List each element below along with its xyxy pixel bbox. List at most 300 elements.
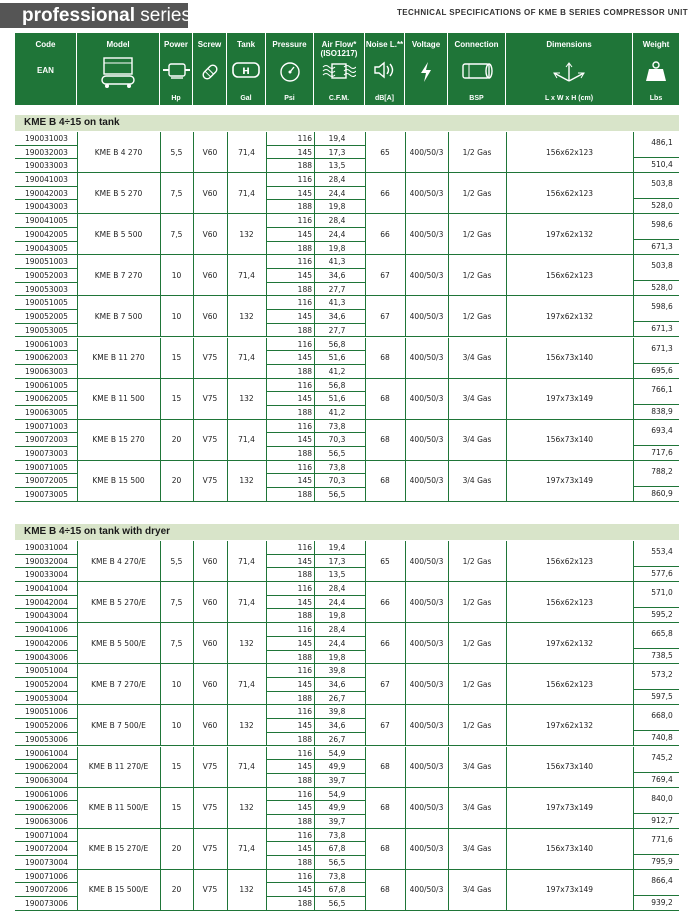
pressure-value: 145 xyxy=(297,394,312,404)
noise-value: 65 xyxy=(380,147,390,157)
tank-value: 132 xyxy=(239,476,254,486)
column-divider xyxy=(160,420,161,461)
ean-code: 190051006 xyxy=(25,707,68,717)
column-divider xyxy=(160,705,161,746)
weight-value: 695,6 xyxy=(651,365,673,375)
airflow-value: 56,8 xyxy=(328,380,346,390)
column-divider xyxy=(448,541,449,582)
weight-divider xyxy=(634,280,679,281)
connection-value: 3/4 Gas xyxy=(462,435,492,445)
weight-value: 866,4 xyxy=(651,875,673,885)
connection-value: 1/2 Gas xyxy=(462,597,492,607)
column-divider xyxy=(448,379,449,420)
pressure-value: 116 xyxy=(297,584,312,594)
weight-value: 738,5 xyxy=(651,651,673,661)
voltage-value: 400/50/3 xyxy=(409,311,444,321)
column-divider xyxy=(448,420,449,461)
weight-value: 912,7 xyxy=(651,815,673,825)
ean-code: 190042006 xyxy=(25,638,68,648)
column-divider xyxy=(506,214,507,255)
column-divider xyxy=(506,173,507,214)
column-divider xyxy=(405,623,406,664)
pressure-value: 116 xyxy=(297,380,312,390)
pressure-value: 145 xyxy=(297,229,312,239)
ean-code: 190043005 xyxy=(25,243,68,253)
header-label: Weight xyxy=(642,40,670,49)
pressure-icon xyxy=(279,61,301,85)
model-group xyxy=(15,829,679,870)
column-divider xyxy=(633,173,634,214)
screw-value: V60 xyxy=(202,147,218,157)
column-divider xyxy=(314,541,315,582)
weight-value: 553,4 xyxy=(651,547,673,556)
column-divider xyxy=(77,132,78,173)
airflow-value: 56,5 xyxy=(328,449,346,459)
header-label: Screw xyxy=(197,40,222,49)
header-code xyxy=(15,33,77,105)
weight-divider xyxy=(634,566,679,567)
ean-code: 190073006 xyxy=(25,899,68,909)
model-group xyxy=(15,870,679,911)
airflow-value: 56,5 xyxy=(328,899,346,909)
column-divider xyxy=(77,461,78,502)
column-divider xyxy=(227,296,228,337)
connection-value: 1/2 Gas xyxy=(462,556,492,566)
airflow-value: 39,7 xyxy=(328,816,346,826)
connection-value: 3/4 Gas xyxy=(462,885,492,895)
column-divider xyxy=(506,420,507,461)
connection-value: 3/4 Gas xyxy=(462,844,492,854)
weight-value: 503,8 xyxy=(651,179,673,189)
power-value: 15 xyxy=(171,353,182,363)
column-divider xyxy=(160,829,161,870)
ean-code: 190053004 xyxy=(25,693,68,703)
ean-code: 190043004 xyxy=(25,611,68,621)
airflow-value: 34,6 xyxy=(328,312,346,322)
tank-value: 132 xyxy=(239,311,254,321)
model-name: KME B 4 270 xyxy=(94,147,143,157)
weight-divider xyxy=(634,404,679,405)
tank-value: 132 xyxy=(239,394,254,404)
header-unit: Lbs xyxy=(649,95,663,102)
model-icon xyxy=(98,55,138,91)
header-label: Connection xyxy=(454,40,499,49)
column-divider xyxy=(77,829,78,870)
pressure-value: 145 xyxy=(297,597,312,607)
pressure-value: 116 xyxy=(297,625,312,635)
pressure-value: 188 xyxy=(297,325,312,335)
pressure-value: 188 xyxy=(297,366,312,376)
model-group xyxy=(15,214,679,255)
column-divider xyxy=(633,379,634,420)
ean-code: 190052004 xyxy=(25,679,68,689)
pressure-value: 188 xyxy=(297,899,312,909)
power-value: 5,5 xyxy=(170,147,183,157)
model-name: KME B 15 270 xyxy=(92,435,145,445)
noise-value: 68 xyxy=(380,476,390,486)
column-divider xyxy=(405,461,406,502)
pressure-value: 116 xyxy=(297,748,312,758)
column-divider xyxy=(160,255,161,296)
noise-value: 67 xyxy=(380,720,390,730)
ean-code: 190053003 xyxy=(25,284,68,294)
column-divider xyxy=(448,747,449,788)
ean-code: 190041005 xyxy=(25,216,68,226)
airflow-value: 41,2 xyxy=(328,407,346,417)
column-divider xyxy=(266,173,267,214)
tank-value: 71,4 xyxy=(238,556,255,566)
airflow-value: 54,9 xyxy=(328,748,346,758)
model-group xyxy=(15,132,679,173)
pressure-value: 116 xyxy=(297,421,312,431)
column-divider xyxy=(633,705,634,746)
column-divider xyxy=(77,870,78,911)
column-divider xyxy=(193,338,194,379)
voltage-value: 400/50/3 xyxy=(409,720,444,730)
tank-value: 71,4 xyxy=(238,679,255,689)
header-unit: Psi xyxy=(284,95,295,102)
screw-value: V75 xyxy=(202,803,218,813)
column-divider xyxy=(266,296,267,337)
column-divider xyxy=(314,705,315,746)
column-divider xyxy=(160,747,161,788)
pressure-value: 188 xyxy=(297,570,312,580)
pressure-value: 145 xyxy=(297,556,312,566)
column-divider xyxy=(193,132,194,173)
weight-value: 597,5 xyxy=(651,692,673,702)
column-divider xyxy=(448,870,449,911)
pressure-value: 116 xyxy=(297,871,312,881)
column-divider xyxy=(405,705,406,746)
header-unit: Gal xyxy=(240,95,252,102)
dimensions-value: 156x62x123 xyxy=(545,147,594,157)
weight-value: 740,8 xyxy=(651,733,673,743)
header-label: Model xyxy=(106,40,130,49)
tank-icon xyxy=(231,61,261,81)
pressure-value: 116 xyxy=(297,298,312,308)
column-divider xyxy=(77,173,78,214)
ean-code: 190072005 xyxy=(25,476,68,486)
airflow-value: 24,4 xyxy=(328,188,346,198)
weight-divider xyxy=(634,607,679,608)
tank-value: 71,4 xyxy=(238,147,255,157)
column-divider xyxy=(365,623,366,664)
column-divider xyxy=(448,788,449,829)
column-divider xyxy=(227,461,228,502)
ean-code: 190052003 xyxy=(25,270,68,280)
column-divider xyxy=(266,379,267,420)
column-divider xyxy=(160,664,161,705)
header-unit: Hp xyxy=(171,95,181,102)
pressure-value: 145 xyxy=(297,844,312,854)
pressure-value: 145 xyxy=(297,312,312,322)
weight-value: 671,3 xyxy=(651,242,673,252)
column-divider xyxy=(266,214,267,255)
column-divider xyxy=(160,379,161,420)
column-divider xyxy=(448,664,449,705)
column-divider xyxy=(193,829,194,870)
header-pressure xyxy=(266,33,314,105)
header-label: Code xyxy=(35,40,56,49)
column-divider xyxy=(365,705,366,746)
weight-value: 769,4 xyxy=(651,774,673,784)
column-divider xyxy=(314,132,315,173)
dimensions-value: 197x73x149 xyxy=(545,476,594,486)
ean-code: 190062003 xyxy=(25,353,68,363)
dimensions-value: 156x73x140 xyxy=(545,353,594,363)
tank-value: 71,4 xyxy=(238,597,255,607)
power-value: 15 xyxy=(171,762,182,772)
column-divider xyxy=(365,829,366,870)
model-group xyxy=(15,664,679,705)
dimensions-value: 197x73x149 xyxy=(545,885,594,895)
voltage-value: 400/50/3 xyxy=(409,803,444,813)
weight-value: 795,9 xyxy=(651,856,673,866)
section-title: KME B 4÷15 on tank with dryer xyxy=(15,524,679,540)
airflow-value: 26,7 xyxy=(328,693,346,703)
pressure-value: 116 xyxy=(297,666,312,676)
weight-icon xyxy=(644,61,668,85)
group-divider xyxy=(15,501,679,502)
tank-value: 71,4 xyxy=(238,188,255,198)
column-divider xyxy=(160,870,161,911)
series-brand: professional series xyxy=(0,3,188,28)
airflow-value: 70,3 xyxy=(328,435,346,445)
weight-value: 671,3 xyxy=(651,324,673,334)
column-divider xyxy=(227,788,228,829)
column-divider xyxy=(314,623,315,664)
tank-value: 71,4 xyxy=(238,353,255,363)
airflow-value: 19,8 xyxy=(328,202,346,212)
column-divider xyxy=(77,296,78,337)
column-divider xyxy=(365,338,366,379)
column-divider xyxy=(77,541,78,582)
pressure-value: 116 xyxy=(297,216,312,226)
weight-value: 573,2 xyxy=(651,670,673,680)
header-label: Voltage xyxy=(411,40,441,49)
dimensions-value: 156x73x140 xyxy=(545,762,594,772)
column-divider xyxy=(160,788,161,829)
airflow-value: 19,8 xyxy=(328,243,346,253)
header-label: Pressure xyxy=(272,40,307,49)
column-divider xyxy=(365,132,366,173)
column-divider xyxy=(227,420,228,461)
column-divider xyxy=(314,379,315,420)
voltage-value: 400/50/3 xyxy=(409,188,444,198)
spec-title: TECHNICAL SPECIFICATIONS OF KME B SERIES COMPRESSOR UNIT xyxy=(396,8,688,17)
column-divider xyxy=(506,541,507,582)
airflow-value: 49,9 xyxy=(328,762,346,772)
ean-code: 190062004 xyxy=(25,762,68,772)
column-divider xyxy=(365,420,366,461)
model-group xyxy=(15,541,679,582)
voltage-value: 400/50/3 xyxy=(409,844,444,854)
column-divider xyxy=(266,788,267,829)
voltage-value: 400/50/3 xyxy=(409,679,444,689)
header-weight xyxy=(633,33,679,105)
column-divider xyxy=(266,255,267,296)
column-divider xyxy=(448,296,449,337)
column-divider xyxy=(193,379,194,420)
screw-value: V60 xyxy=(202,270,218,280)
airflow-value: 56,8 xyxy=(328,339,346,349)
column-divider xyxy=(405,214,406,255)
model-name: KME B 5 270/E xyxy=(91,597,146,607)
weight-value: 528,0 xyxy=(651,201,673,211)
column-divider xyxy=(77,788,78,829)
column-divider xyxy=(266,664,267,705)
airflow-value: 26,7 xyxy=(328,734,346,744)
power-value: 20 xyxy=(171,885,182,895)
ean-code: 190051005 xyxy=(25,298,68,308)
airflow-value: 19,8 xyxy=(328,652,346,662)
column-divider xyxy=(227,132,228,173)
model-group xyxy=(15,705,679,746)
noise-value: 65 xyxy=(380,556,390,566)
connection-value: 1/2 Gas xyxy=(462,147,492,157)
column-divider xyxy=(314,255,315,296)
header-connection xyxy=(448,33,506,105)
weight-divider xyxy=(634,854,679,855)
column-divider xyxy=(405,379,406,420)
pressure-value: 188 xyxy=(297,243,312,253)
ean-code: 190031003 xyxy=(25,134,68,143)
voltage-value: 400/50/3 xyxy=(409,147,444,157)
weight-value: 598,6 xyxy=(651,220,673,230)
column-divider xyxy=(227,379,228,420)
column-divider xyxy=(448,173,449,214)
column-divider xyxy=(314,420,315,461)
connection-value: 1/2 Gas xyxy=(462,311,492,321)
column-divider xyxy=(160,623,161,664)
airflow-value: 28,4 xyxy=(328,584,346,594)
column-divider xyxy=(405,582,406,623)
power-value: 7,5 xyxy=(170,229,183,239)
airflow-value: 27,7 xyxy=(328,284,346,294)
weight-divider xyxy=(634,239,679,240)
screw-value: V60 xyxy=(202,188,218,198)
pressure-value: 188 xyxy=(297,611,312,621)
column-divider xyxy=(193,623,194,664)
voltage-value: 400/50/3 xyxy=(409,476,444,486)
power-value: 15 xyxy=(171,803,182,813)
airflow-value: 34,6 xyxy=(328,270,346,280)
voltage-value: 400/50/3 xyxy=(409,885,444,895)
noise-value: 67 xyxy=(380,311,390,321)
column-divider xyxy=(365,664,366,705)
power-value: 20 xyxy=(171,476,182,486)
group-divider xyxy=(15,910,679,911)
connection-icon xyxy=(459,61,495,83)
column-divider xyxy=(314,173,315,214)
header-label: Dimensions xyxy=(546,40,592,49)
column-divider xyxy=(448,338,449,379)
header-label: Air Flow* (ISO1217) xyxy=(320,40,358,58)
pressure-value: 145 xyxy=(297,803,312,813)
column-divider xyxy=(314,582,315,623)
column-divider xyxy=(266,582,267,623)
weight-value: 838,9 xyxy=(651,406,673,416)
power-value: 7,5 xyxy=(170,638,183,648)
column-divider xyxy=(448,582,449,623)
column-divider xyxy=(77,582,78,623)
column-divider xyxy=(77,623,78,664)
ean-code: 190042005 xyxy=(25,229,68,239)
ean-code: 190051004 xyxy=(25,666,68,676)
column-divider xyxy=(314,829,315,870)
column-divider xyxy=(266,623,267,664)
tank-value: 71,4 xyxy=(238,762,255,772)
ean-code: 190061003 xyxy=(25,339,68,349)
column-divider xyxy=(77,338,78,379)
pressure-value: 145 xyxy=(297,762,312,772)
column-divider xyxy=(227,705,228,746)
pressure-value: 188 xyxy=(297,734,312,744)
tank-value: 132 xyxy=(239,885,254,895)
column-divider xyxy=(633,461,634,502)
column-divider xyxy=(365,788,366,829)
column-divider xyxy=(227,664,228,705)
weight-value: 745,2 xyxy=(651,752,673,762)
model-group xyxy=(15,420,679,461)
model-name: KME B 7 500 xyxy=(94,311,143,321)
screw-value: V60 xyxy=(202,229,218,239)
column-divider xyxy=(405,173,406,214)
connection-value: 1/2 Gas xyxy=(462,638,492,648)
connection-value: 3/4 Gas xyxy=(462,476,492,486)
column-divider xyxy=(405,338,406,379)
airflow-value: 27,7 xyxy=(328,325,346,335)
pressure-value: 188 xyxy=(297,490,312,500)
column-divider xyxy=(633,338,634,379)
column-divider xyxy=(365,214,366,255)
pressure-value: 145 xyxy=(297,353,312,363)
weight-divider xyxy=(634,895,679,896)
pressure-value: 145 xyxy=(297,638,312,648)
airflow-value: 73,8 xyxy=(328,830,346,840)
screw-value: V75 xyxy=(202,435,218,445)
ean-code: 190063006 xyxy=(25,816,68,826)
column-divider xyxy=(314,747,315,788)
pressure-value: 188 xyxy=(297,858,312,868)
column-divider xyxy=(506,582,507,623)
airflow-value: 24,4 xyxy=(328,597,346,607)
model-name: KME B 7 270/E xyxy=(91,679,146,689)
column-divider xyxy=(405,664,406,705)
airflow-value: 19,4 xyxy=(328,134,346,143)
column-divider xyxy=(633,255,634,296)
column-divider xyxy=(633,870,634,911)
column-divider xyxy=(365,870,366,911)
section-title: KME B 4÷15 on tank xyxy=(15,115,679,131)
column-divider xyxy=(227,338,228,379)
model-name: KME B 7 270 xyxy=(94,270,143,280)
column-divider xyxy=(193,705,194,746)
connection-value: 3/4 Gas xyxy=(462,353,492,363)
header-label: Power xyxy=(163,40,188,49)
column-divider xyxy=(365,461,366,502)
ean-code: 190072006 xyxy=(25,885,68,895)
voltage-value: 400/50/3 xyxy=(409,394,444,404)
airflow-value: 28,4 xyxy=(328,175,346,185)
ean-code: 190063004 xyxy=(25,775,68,785)
column-divider xyxy=(160,582,161,623)
noise-value: 68 xyxy=(380,803,390,813)
column-divider xyxy=(633,829,634,870)
column-divider xyxy=(266,829,267,870)
airflow-value: 19,4 xyxy=(328,543,346,552)
airflow-icon xyxy=(322,61,356,83)
